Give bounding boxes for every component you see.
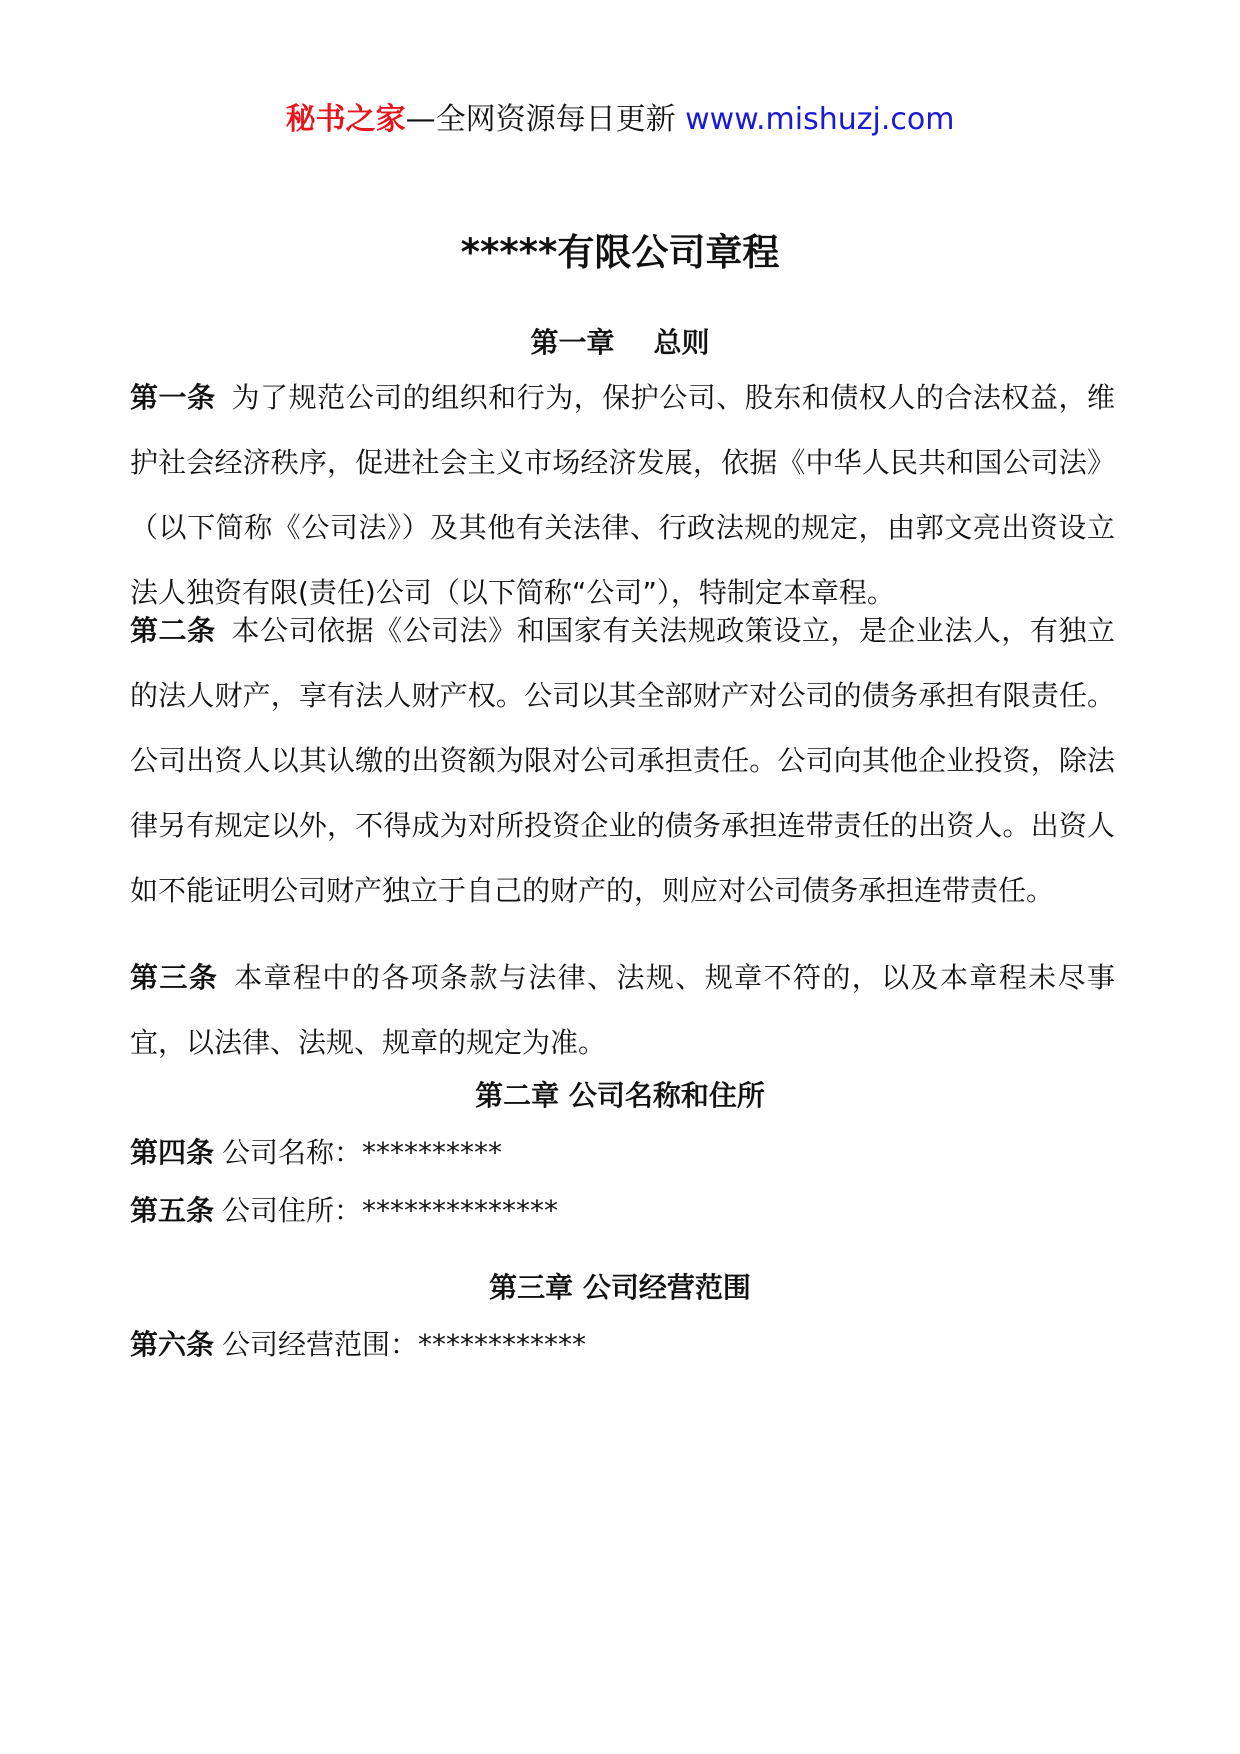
article-4 [130,1120,1115,1185]
chapter-heading-2: 第二章 公司名称和住所 [475,1079,765,1112]
document-title: *****有限公司章程 [460,231,780,274]
article-text: 本公司依据《公司法》和国家有关法规政策设立，是企业法人，有独立的法人财产，享有法人财产权。公司以其全部财产对公司的债务承担有限责任。公司出资人以其认缴的出资额为限对公司承担责任。公司向其他企业投资，除法律另有规定以外，不得成为对所投资企业的债务承担连带责任的出资人。出资人如不能证明公司财产独立于自己的财产的，则应对公司债务承担连带责任。 [130,614,1115,907]
chapter-heading-3: 第三章 公司经营范围 [489,1271,751,1304]
article-text: 公司经营范围：************ [222,1328,587,1361]
article-label: 第五条 [130,1194,215,1227]
article-text: 本章程中的各项条款与法律、法规、规章不符的，以及本章程未尽事宜，以法律、法规、规章的规定为准。 [130,961,1115,1059]
site-banner [0,100,1240,140]
article-6 [130,1312,1115,1377]
article-text: 公司住所：************** [222,1194,559,1227]
article-label: 第一条 [130,381,216,414]
article-label: 第三条 [130,961,219,994]
article-text: 为了规范公司的组织和行为，保护公司、股东和债权人的合法权益，维护社会经济秩序，促进社会主义市场经济发展，依据《中华人民共和国公司法》（以下简称《公司法》）及其他有关法律、行政法规的规定，由郭文亮出资设立法人独资有限(责任)公司（以下简称“公司”），特制定本章程。 [130,381,1115,609]
banner-url-link[interactable]: www.mishuzj.com [685,102,955,137]
article-5 [130,1178,1115,1243]
article-label: 第二条 [130,614,216,647]
article-2 [130,598,1115,923]
article-text: 公司名称：********** [222,1136,503,1169]
chapter-heading-1: 第一章 总则 [530,326,710,359]
article-label: 第六条 [130,1328,215,1361]
banner-brand: 秘书之家 [285,102,406,137]
article-3 [130,945,1115,1075]
banner-slogan: —全网资源每日更新 [405,102,676,137]
article-1 [130,365,1115,625]
article-label: 第四条 [130,1136,215,1169]
